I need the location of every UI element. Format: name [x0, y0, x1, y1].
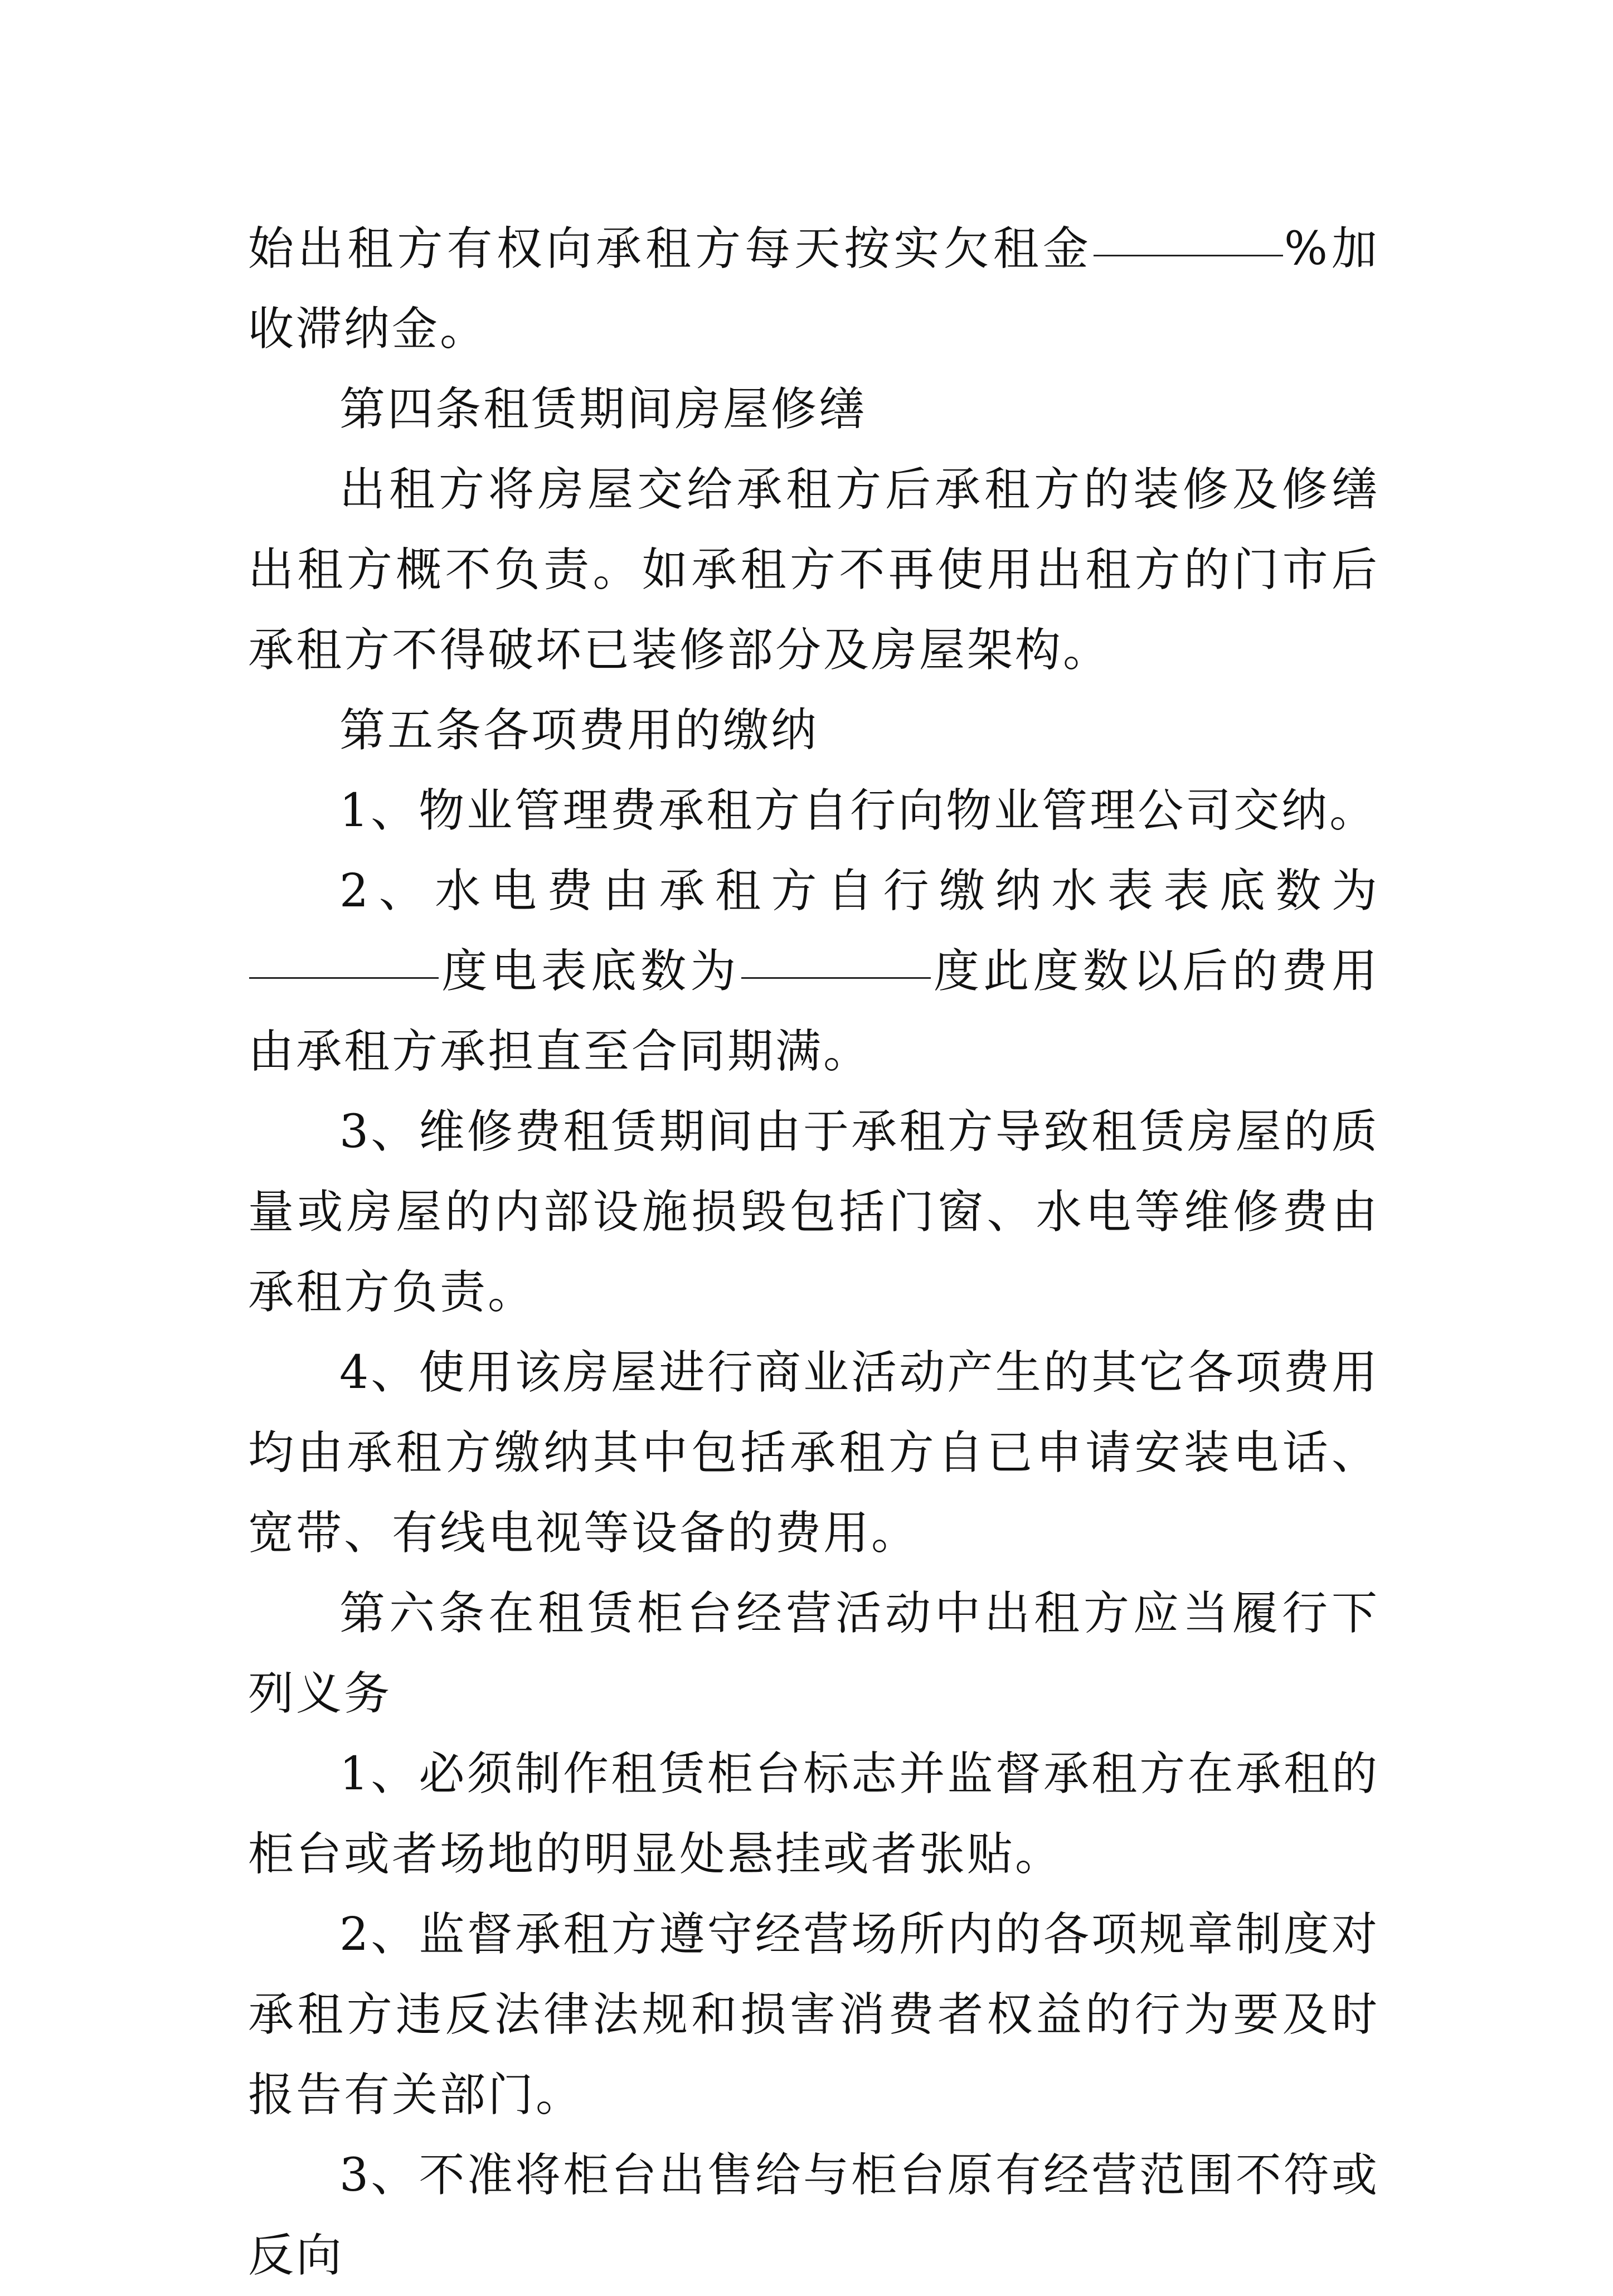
paragraph-text: 3、维修费租赁期间由于承租方导致租赁房屋的质量或房屋的内部设施损毁包括门窗、水电等维修费由承租方负责。 — [248, 1105, 1379, 1319]
heading-text: 第四条租赁期间房屋修缮 — [339, 383, 867, 436]
article-6-heading — [248, 1574, 1379, 1734]
clause-5-1 — [248, 771, 1379, 851]
paragraph-repairs — [248, 450, 1379, 691]
document-body — [248, 209, 1379, 2296]
paragraph-text: 出租方将房屋交给承租方后承租方的装修及修缮出租方概不负责。如承租方不再使用出租方的门市后承租方不得破坏已装修部分及房屋架构。 — [248, 463, 1379, 677]
fill-in-blank — [1094, 254, 1283, 256]
text-segment: %加收滞纳金。 — [248, 222, 1379, 356]
article-4-heading — [248, 370, 1379, 450]
clause-6-2 — [248, 1895, 1379, 2135]
text-segment: 始出租方有权向承租方每天按实欠租金 — [248, 222, 1092, 275]
paragraph-late-fee — [248, 209, 1379, 370]
paragraph-text: 2、监督承租方遵守经营场所内的各项规章制度对承租方违反法律法规和损害消费者权益的行为要及时报告有关部门。 — [248, 1908, 1379, 2122]
fill-in-blank-electric-meter — [741, 977, 931, 979]
heading-text: 第五条各项费用的缴纳 — [339, 704, 819, 757]
clause-6-3 — [248, 2135, 1379, 2296]
text-segment: 2、水电费由承租方自行缴纳水表表底数为 — [339, 865, 1379, 918]
clause-5-3 — [248, 1092, 1379, 1333]
article-5-heading — [248, 691, 1379, 771]
text-segment: 度电表底数为 — [440, 945, 740, 998]
paragraph-text: 1、必须制作租赁柜台标志并监督承租方在承租的柜台或者场地的明显处悬挂或者张贴。 — [248, 1748, 1379, 1881]
clause-5-4 — [248, 1333, 1379, 1574]
fill-in-blank-water-meter — [249, 977, 439, 979]
paragraph-text: 4、使用该房屋进行商业活动产生的其它各项费用均由承租方缴纳其中包括承租方自已申请安装电话、宽带、有线电视等设备的费用。 — [248, 1346, 1379, 1560]
clause-6-1 — [248, 1734, 1379, 1895]
clause-5-2 — [248, 851, 1379, 1092]
paragraph-text: 3、不准将柜台出售给与柜台原有经营范围不符或反向 — [248, 2149, 1379, 2282]
paragraph-text: 1、物业管理费承租方自行向物业管理公司交纳。 — [339, 784, 1378, 837]
heading-text: 第六条在租赁柜台经营活动中出租方应当履行下列义务 — [248, 1587, 1379, 1720]
text-segment: 度此度数以后的费用由承租方承担直至合同期满。 — [248, 945, 1379, 1078]
